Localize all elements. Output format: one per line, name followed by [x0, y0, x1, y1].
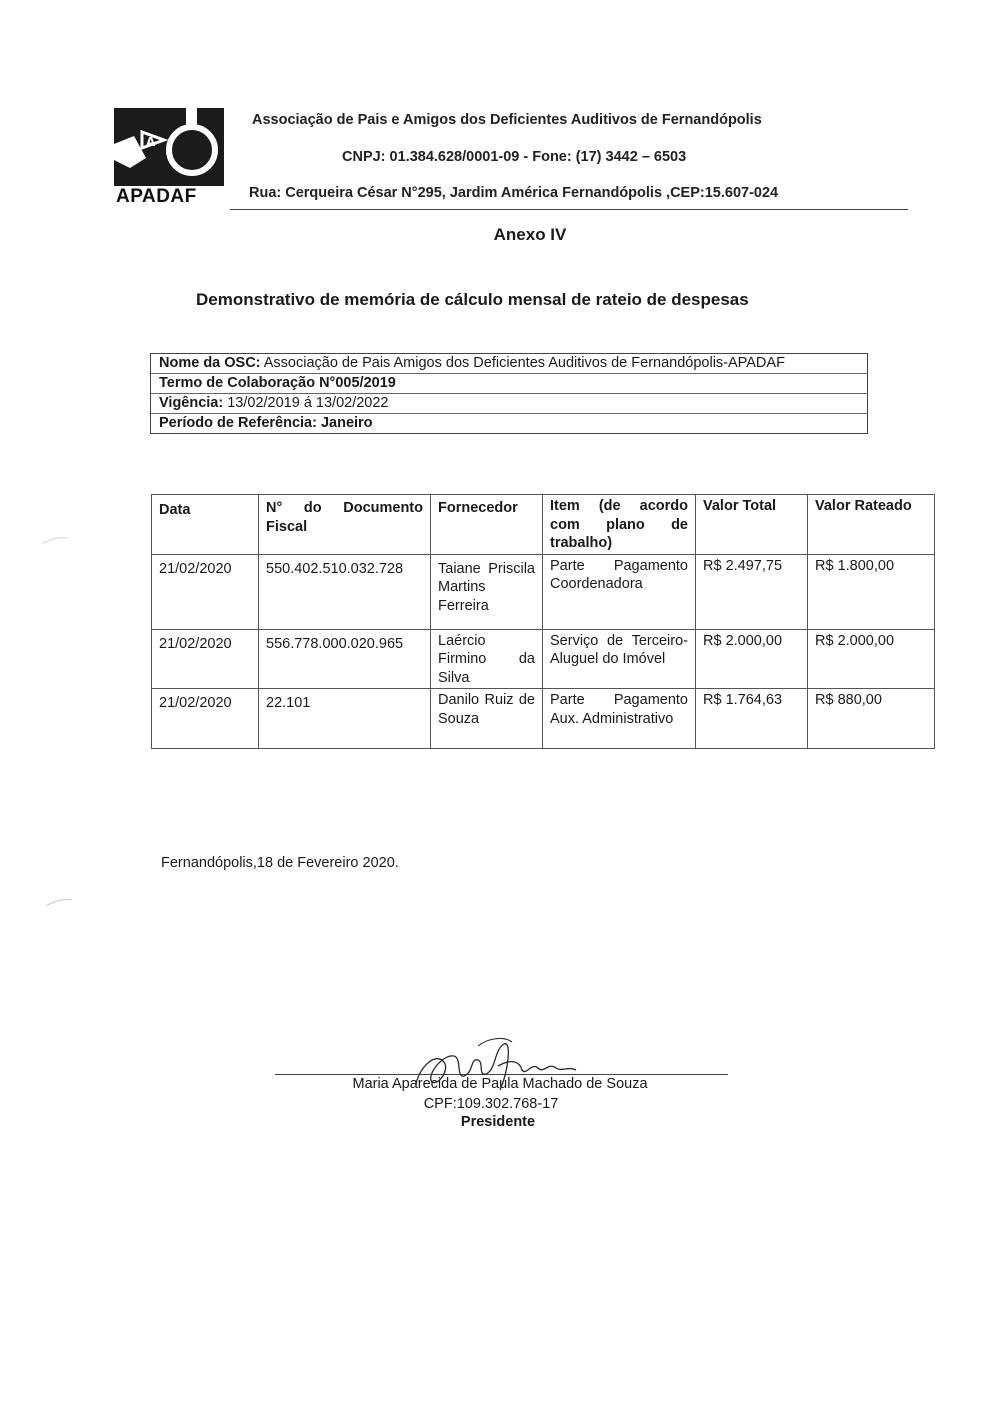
cell-valor-total: R$ 1.764,63 [696, 689, 808, 749]
header-divider [230, 209, 908, 210]
scan-mark [44, 897, 74, 909]
cell-valor-rateado: R$ 2.000,00 [808, 629, 935, 689]
col-header-fornecedor: Fornecedor [431, 495, 543, 555]
cell-valor-rateado: R$ 880,00 [808, 689, 935, 749]
cell-item: Parte Pagamento Aux. Administrativo [543, 689, 696, 749]
vigencia-value: 13/02/2019 á 13/02/2022 [223, 395, 389, 411]
cell-data: 21/02/2020 [152, 554, 259, 629]
organization-name: Associação de Pais e Amigos dos Deficientes Auditivos de Fernandópolis [252, 112, 762, 128]
col-header-data: Data [152, 495, 259, 555]
address-line: Rua: Cerqueira César N°295, Jardim América Fernandópolis ,CEP:15.607-024 [249, 185, 779, 201]
cell-valor-rateado: R$ 1.800,00 [808, 554, 935, 629]
scan-mark [40, 535, 70, 547]
osc-name-row [151, 354, 867, 373]
cell-documento: 556.778.000.020.965 [259, 629, 431, 689]
cell-fornecedor: Danilo Ruiz de Souza [431, 689, 543, 749]
logo-text: APADAF [116, 186, 197, 207]
cell-fornecedor: Laércio Firmino da Silva [431, 629, 543, 689]
col-header-item: Item (de acordo com plano de trabalho) [543, 495, 696, 555]
table-header-row [152, 495, 935, 555]
cell-item: Parte Pagamento Coordenadora [543, 554, 696, 629]
cell-documento: 22.101 [259, 689, 431, 749]
cnpj-phone-line: CNPJ: 01.384.628/0001-09 - Fone: (17) 3442 – 6503 [342, 149, 687, 165]
periodo-label: Período de Referência: Janeiro [159, 415, 373, 431]
osc-info-box [150, 353, 868, 434]
vigencia-row [151, 393, 867, 413]
signatory-name: Maria Aparecida de Paula Machado de Souza [352, 1076, 648, 1092]
annex-heading: Anexo IV [493, 225, 567, 244]
signatory-role: Presidente [460, 1114, 536, 1130]
col-header-documento: N° do Documento Fiscal [259, 495, 431, 555]
cell-fornecedor: Taiane Priscila Martins Ferreira [431, 554, 543, 629]
cell-valor-total: R$ 2.000,00 [696, 629, 808, 689]
osc-name-label: Nome da OSC: [159, 355, 261, 371]
table-row [152, 629, 935, 689]
cell-valor-total: R$ 2.497,75 [696, 554, 808, 629]
cell-documento: 550.402.510.032.728 [259, 554, 431, 629]
cell-item: Serviço de Terceiro- Aluguel do Imóvel [543, 629, 696, 689]
osc-name-value: Associação de Pais Amigos dos Deficientes Auditivos de Fernandópolis-APADAF [260, 355, 785, 371]
place-and-date: Fernandópolis,18 de Fevereiro 2020. [161, 855, 399, 871]
svg-text:A: A [146, 135, 156, 149]
cell-data: 21/02/2020 [152, 629, 259, 689]
document-title: Demonstrativo de memória de cálculo mensal de rateio de despesas [196, 290, 749, 309]
vigencia-label: Vigência: [159, 395, 224, 411]
signatory-cpf: CPF:109.302.768-17 [423, 1096, 559, 1112]
col-header-valor-total: Valor Total [696, 495, 808, 555]
table-row [152, 689, 935, 749]
cell-data: 21/02/2020 [152, 689, 259, 749]
table-row [152, 554, 935, 629]
termo-label: Termo de Colaboração N°005/2019 [159, 375, 396, 391]
expense-table [151, 494, 935, 749]
periodo-row [151, 413, 867, 433]
col-header-valor-rateado: Valor Rateado [808, 495, 935, 555]
termo-row [151, 373, 867, 393]
